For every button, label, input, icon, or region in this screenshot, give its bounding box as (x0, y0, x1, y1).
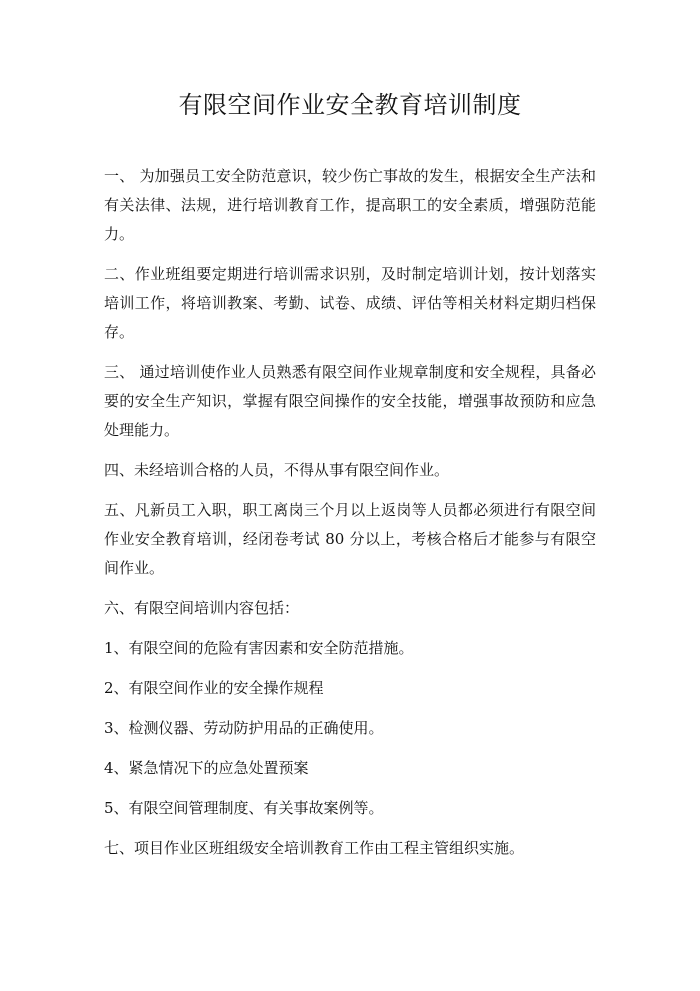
list-item-3: 3、检测仪器、劳动防护用品的正确使用。 (104, 719, 384, 737)
paragraph-5: 五、凡新员工入职，职工离岗三个月以上返岗等人员都必须进行有限空间作业安全教育培训，经闭卷考试 80 分以上，考核合格后才能参与有限空间作业。 (104, 501, 596, 577)
list-item-1: 1、有限空间的危险有害因素和安全防范措施。 (104, 639, 414, 657)
list-item-2: 2、有限空间作业的安全操作规程 (104, 679, 324, 697)
paragraph-3: 三、 通过培训使作业人员熟悉有限空间作业规章制度和安全规程，具备必要的安全生产知识，掌握有限空间操作的安全技能，增强事故预防和应急处理能力。 (104, 363, 596, 439)
list-item-4: 4、紧急情况下的应急处置预案 (104, 759, 309, 777)
paragraph-2: 二、作业班组要定期进行培训需求识别，及时制定培训计划，按计划落实培训工作，将培训教案、考勤、试卷、成绩、评估等相关材料定期归档保存。 (104, 265, 596, 341)
document-title: 有限空间作业安全教育培训制度 (178, 91, 522, 119)
list-item-5: 5、有限空间管理制度、有关事故案例等。 (104, 799, 384, 817)
paragraph-7: 七、项目作业区班组级安全培训教育工作由工程主管组织实施。 (104, 839, 525, 857)
paragraph-4: 四、未经培训合格的人员，不得从事有限空间作业。 (104, 461, 450, 479)
paragraph-1: 一、 为加强员工安全防范意识，较少伤亡事故的发生，根据安全生产法和有关法律、法规，进行培训教育工作，提高职工的安全素质，增强防范能力。 (104, 167, 596, 243)
paragraph-6: 六、有限空间培训内容包括： (104, 599, 300, 617)
